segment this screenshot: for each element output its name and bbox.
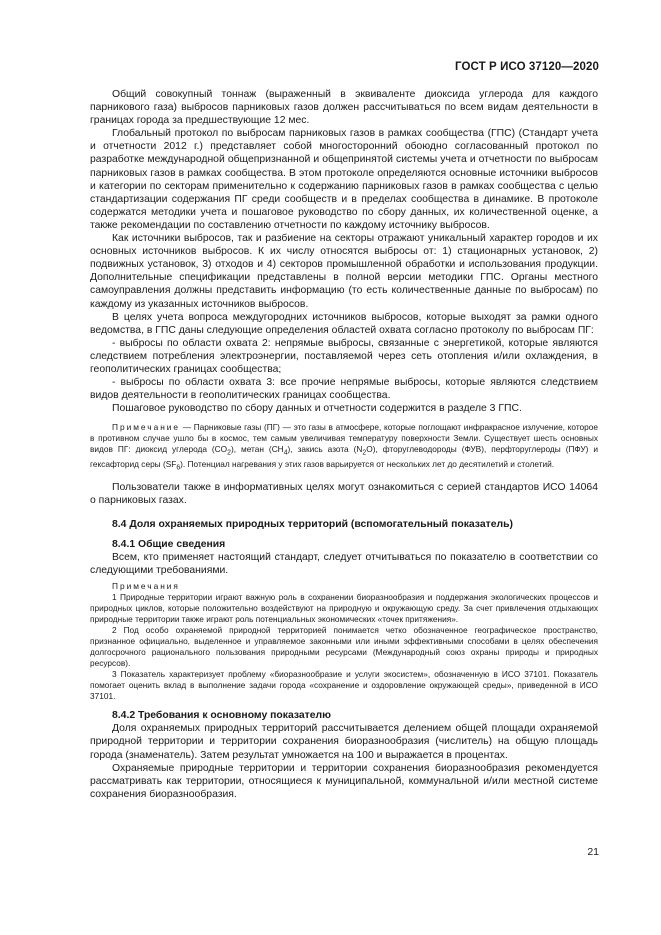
section-heading-8-4-1: 8.4.1 Общие сведения bbox=[112, 538, 226, 550]
paragraph-calculation: Доля охраняемых природных территорий рассчитывается делением общей площади охраняемой природной территории и территории сохранения биоразнообразия (числитель) на общую площадь города (знаменатель). Затем результат умножается на 100 и выражается в процентах. bbox=[90, 723, 598, 761]
paragraph-emission-sources: Как источники выбросов, так и разбиение на секторы отражают уникальный характер городов и их основных источников выбросов. К их числу относятся выбросы от: 1) стационарных установок, 2) подвижных установок, 3) отходов и 4) секторов промышленной обработки и использования продукции. Дополнительные спецификации представлены в полной версии методики ГПС. Органы местного самоуправления должны представить информацию (то есть количественные данные по выбросам) по каждому из указанных источников выбросов. bbox=[90, 233, 598, 310]
paragraph-guidance: Пошаговое руководство по сбору данных и отчетности содержится в разделе 3 ГПС. bbox=[112, 403, 522, 415]
list-item-scope-3: - выбросы по области охвата 3: все прочие непрямые выбросы, которые являются следствием видов деятельности в геополитических границах сообщества. bbox=[90, 377, 598, 402]
page-number: 21 bbox=[587, 846, 599, 858]
note-greenhouse-gases: Примечание — Парниковые газы (ПГ) — это газы в атмосфере, которые поглощают инфракрасное излучение, которое в противном случае ушло бы в космос, тем самым увеличивая температуру поверхности Земли. Существует шесть основных видов ПГ: диоксид углерода $(CO_2)$, метан $(CH_4)$, закись азота $(N_2O)$, фторуглеводороды (ФУВ), перфторуглероды (ПФУ) и гексафторид серы $(SF_6)$. Потенциал нагревания у этих газов варьируется от нескольких лет до десятилетий и столетий. bbox=[90, 422, 598, 472]
note-natural-territories: 1 Природные территории играют важную роль в сохранении биоразнообразия и поддержания экологических процессов и природных циклов, которые положительно воздействуют на природную и окружающую среду. За счет привлечения отдыхающих природные территории также играют роль потенциальных экономических «точек притяжения». bbox=[90, 592, 598, 625]
note-protected-area-definition: 2 Под особо охраняемой природной территорией понимается четко обозначенное географическое пространство, признанное официально, выделенное и управляемое законными или иными эффективными способами в целях обеспечения долгосрочного рационального пользования природными ресурсами (Международный союз охраны природы и природных ресурсов). bbox=[90, 625, 598, 669]
paragraph-recommendation: Охраняемые природные территории и территории сохранения биоразнообразия рекомендуется рассматривать как территории, относящиеся к муниципальной, коммунальной и/или местной системе сохранения биоразнообразия. bbox=[90, 762, 598, 800]
paragraph-total-tonnage: Общий совокупный тоннаж (выраженный в эквиваленте диоксида углерода для каждого парникового газа) выбросов парниковых газов должен рассчитываться по всем видам деятельности в границах города за предшествующие 12 мес. bbox=[90, 89, 598, 127]
paragraph-gpc-protocol: Глобальный протокол по выбросам парниковых газов в рамках сообщества (ГПС) (Стандарт учета и отчетности 2012 г.) представляет собой многосторонний обоюдно согласованный протокол по разработке международной общепризнанной и общепринятой системы учета и отчетности по выбросам парниковых газов в рамках сообщества. В этом протоколе определяются основные источники выбросов и категории по секторам применительно к содержанию парниковых газов в рамках сообщества с целью стандартизации содержания ПГ среди сообществ и в пределах сообщества в динамике. В протоколе содержатся методики учета и пошаговое руководство по сбору данных, их количественной оценке, а также рекомендации по составлению отчетности по каждому источнику выбросов. bbox=[90, 128, 598, 231]
section-heading-8-4-2: 8.4.2 Требования к основному показателю bbox=[112, 710, 332, 722]
document-header: ГОСТ Р ИСО 37120—2020 bbox=[454, 61, 599, 73]
page-content bbox=[90, 88, 598, 801]
paragraph-scope-definitions: В целях учета вопроса междугородних источников выбросов, которые выходят за рамки одного ведомства, в ГПС даны следующие определения областей охвата согласно протоколу по выбросам ПГ: bbox=[90, 311, 598, 336]
note-label: Примечание bbox=[112, 422, 181, 433]
section-heading-8-4: 8.4 Доля охраняемых природных территорий (вспомогательный показатель) bbox=[112, 518, 513, 530]
list-item-scope-2: - выбросы по области охвата 2: непрямые выбросы, связанные с энергетикой, которые являются следствием потребления электроэнергии, поставляемой через сеть отопления и/или охлаждения, в геополитических границах сообщества; bbox=[90, 337, 598, 375]
notes-label: Примечания bbox=[112, 581, 180, 592]
paragraph-general-info: Всем, кто применяет настоящий стандарт, следует отчитываться по показателю в соответствии со следующими требованиями. bbox=[90, 552, 598, 577]
paragraph-iso-14064: Пользователи также в информативных целях могут ознакомиться с серией стандартов ИСО 14064 о парниковых газах. bbox=[90, 481, 598, 506]
note-indicator-iso-37101: 3 Показатель характеризует проблему «биоразнообразие и услуги экосистем», обозначенную в ИСО 37101. Показатель помогает оценить вклад в выполнение задачи города «сохранение и оздоровление окружающей среды», приведенной в ИСО 37101. bbox=[90, 669, 598, 702]
